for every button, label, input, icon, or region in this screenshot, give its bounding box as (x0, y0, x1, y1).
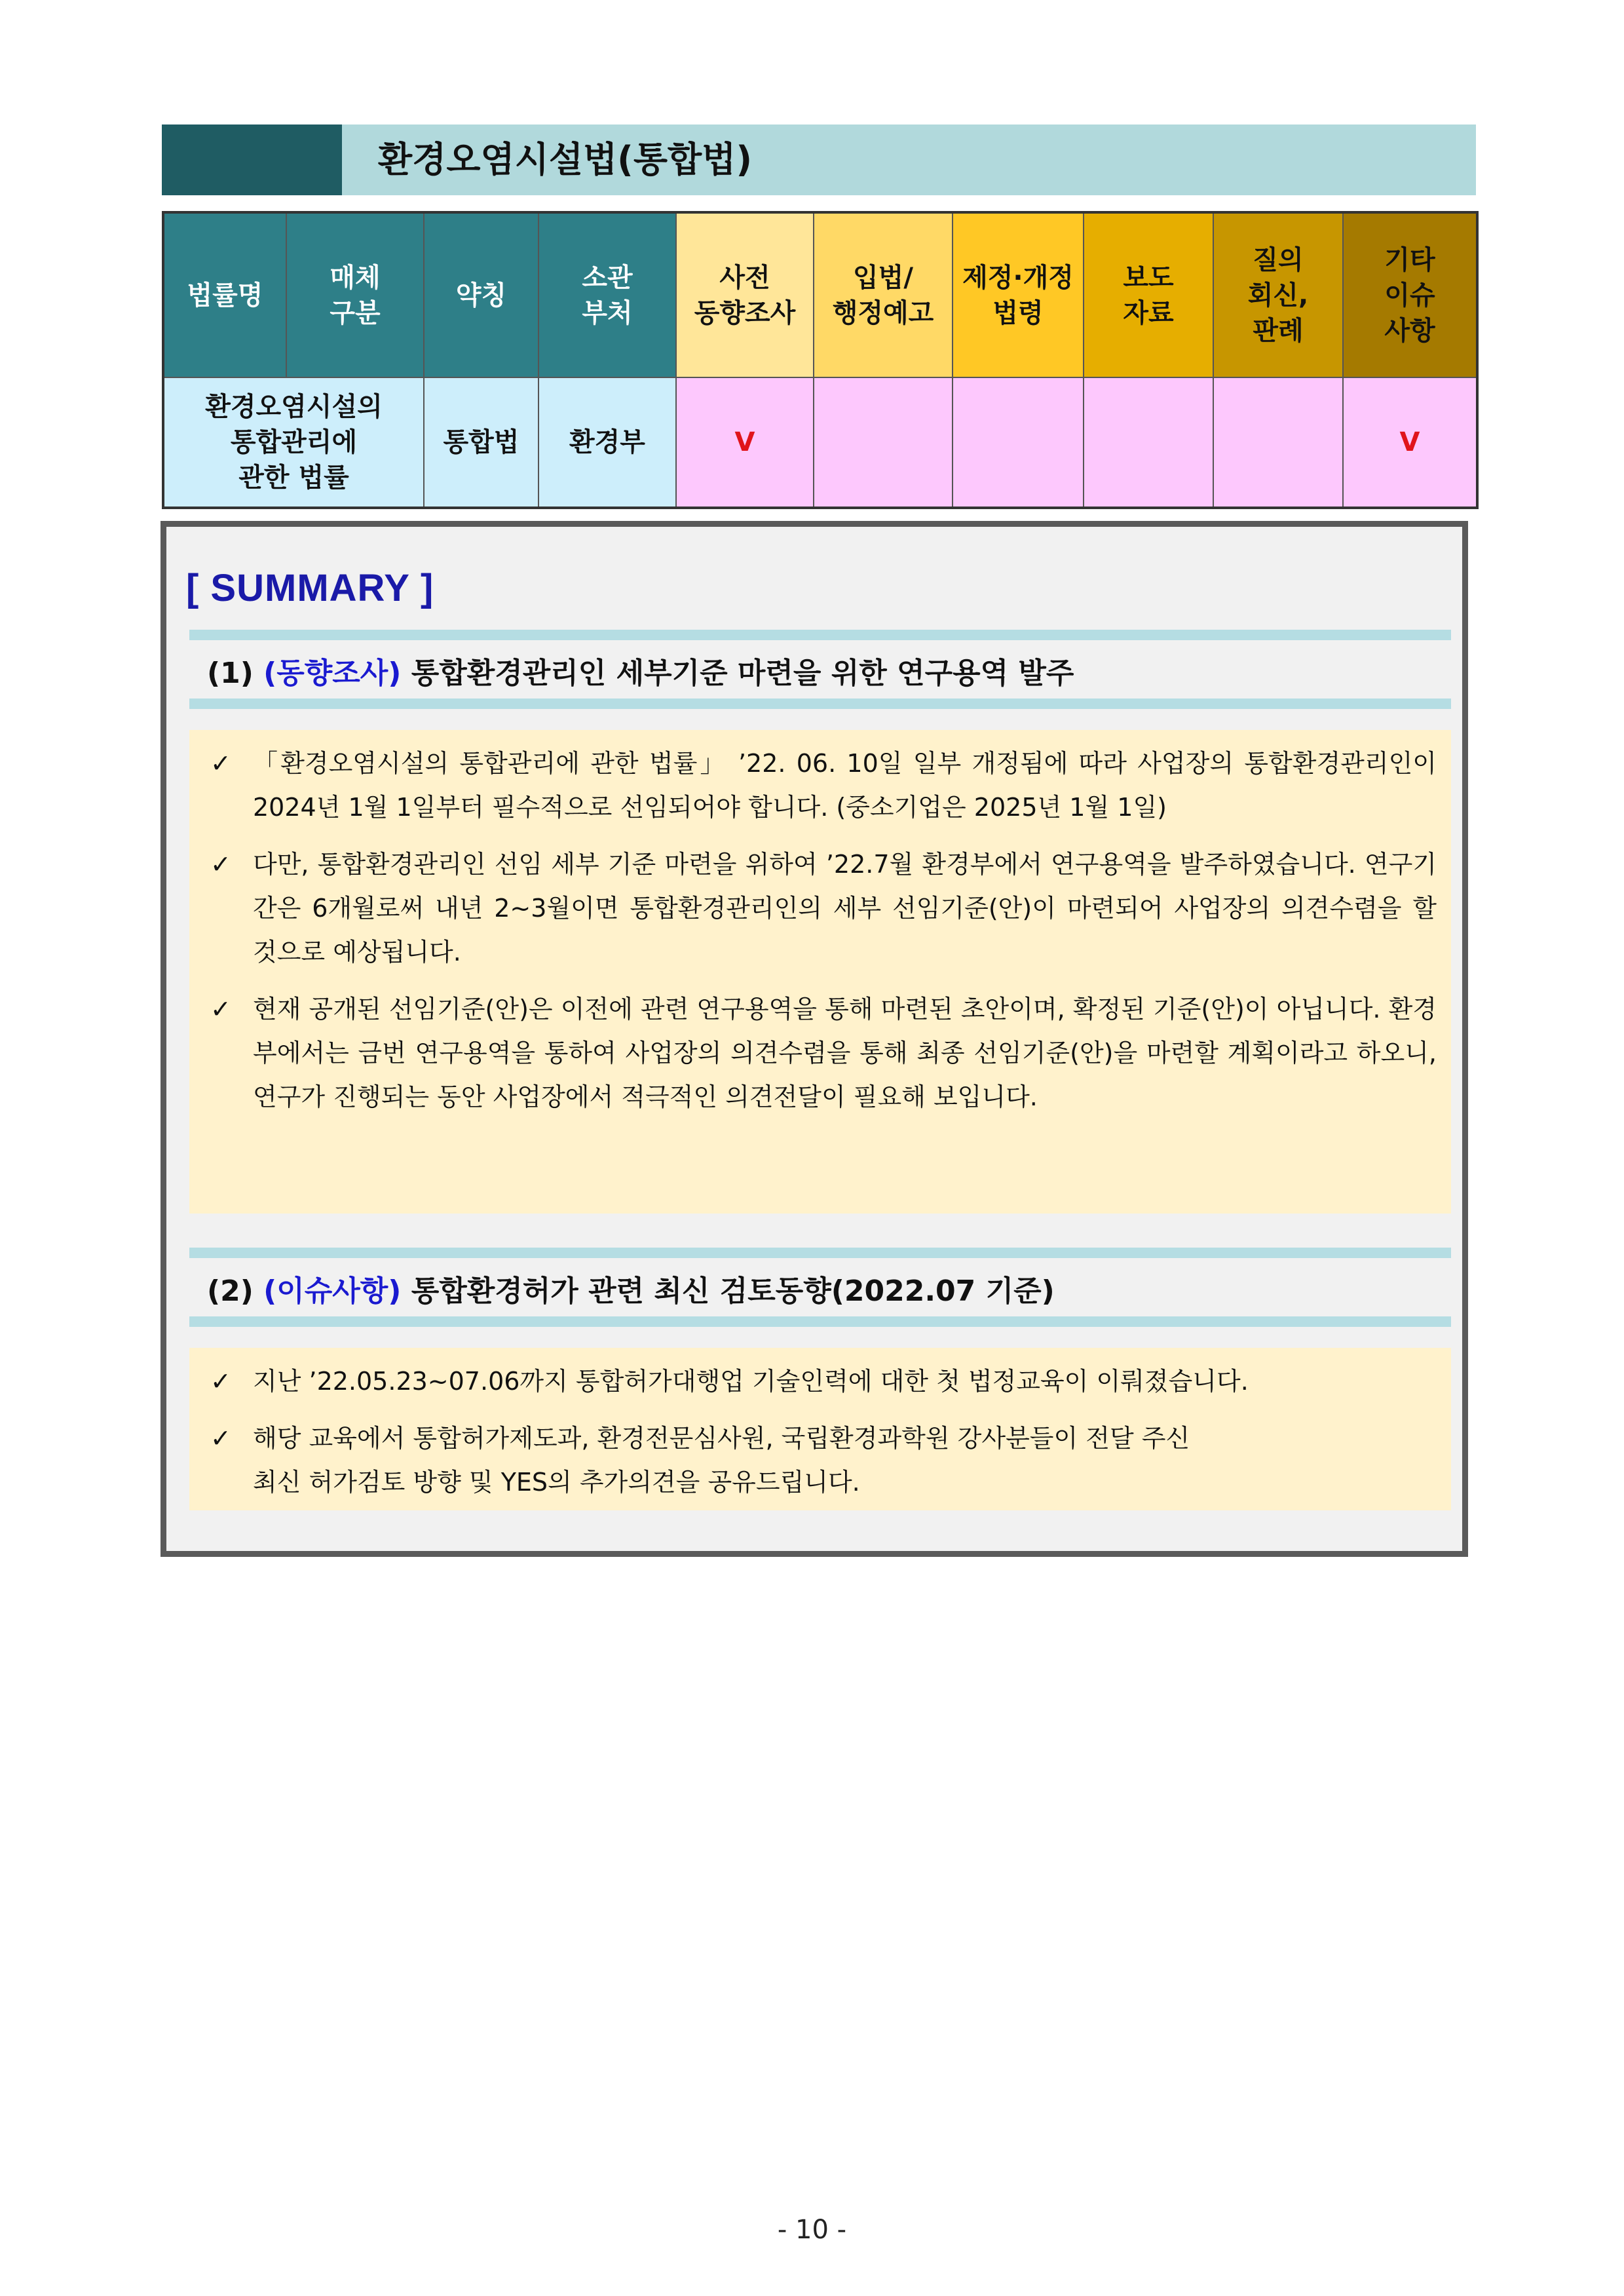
cell-mark-pre-survey: V (676, 377, 814, 508)
list-item: ✓ 지난 ’22.05.23~07.06까지 통합허가대행업 기술인력에 대한 첫 법정교육이 이뤄졌습니다. (204, 1360, 1437, 1404)
cell-law-name: 환경오염시설의 통합관리에 관한 법률 (163, 377, 424, 508)
cell-mark-legislative-notice (814, 377, 953, 508)
list-item: ✓ 현재 공개된 선임기준(안)은 이전에 관련 연구용역을 통해 마련된 초안이며, 확정된 기준(안)이 아닙니다. 환경부에서는 금번 연구용역을 통하여 사업장의 의견수렴을 통해 최종 선임기준(안)을 마련할 계획이라고 하오니, 연구가 진행되는 동안 사업장에서 적극적인 의견전달이 필요해 보입니다. (204, 987, 1437, 1119)
cell-mark-other-issues: V (1343, 377, 1477, 508)
table-row (163, 377, 1477, 508)
header-enactment-revision: 제정·개정 법령 (953, 212, 1084, 377)
section-2-bullets (189, 1348, 1451, 1510)
section-heading-1: (1) (동향조사) 통합환경관리인 세부기준 마련을 위한 연구용역 발주 (207, 657, 1074, 690)
table-header-row (163, 212, 1477, 377)
section-divider (189, 1316, 1451, 1327)
title-accent-block (162, 124, 342, 195)
check-icon: ✓ (210, 850, 231, 879)
header-media-type: 매체 구분 (286, 212, 424, 377)
header-law-name: 법률명 (163, 212, 286, 377)
section-divider (189, 630, 1451, 640)
section-divider (189, 1248, 1451, 1258)
check-icon: ✓ (210, 995, 231, 1024)
cell-mark-inquiry-precedent (1213, 377, 1343, 508)
title-bar (162, 124, 1476, 195)
list-item: ✓ 다만, 통합환경관리인 선임 세부 기준 마련을 위하여 ’22.7월 환경부에서 연구용역을 발주하였습니다. 연구기간은 6개월로써 내년 2~3월이면 통합환경관리인의 세부 선임기준(안)이 마련되어 사업장의 의견수렴을 할 것으로 예상됩니다. (204, 843, 1437, 974)
header-pre-survey: 사전 동향조사 (676, 212, 814, 377)
header-press-release: 보도 자료 (1084, 212, 1213, 377)
section-divider (189, 698, 1451, 709)
cell-mark-press-release (1084, 377, 1213, 508)
header-inquiry-precedent: 질의 회신, 판례 (1213, 212, 1343, 377)
check-icon: ✓ (210, 749, 231, 778)
header-short-name: 약칭 (424, 212, 538, 377)
header-legislative-notice: 입법/ 행정예고 (814, 212, 953, 377)
cell-ministry: 환경부 (538, 377, 676, 508)
check-icon: ✓ (210, 1367, 231, 1396)
list-item: ✓ 해당 교육에서 통합허가제도과, 환경전문심사원, 국립환경과학원 강사분들이 전달 주신 최신 허가검토 방향 및 YES의 추가의견을 공유드립니다. (204, 1417, 1437, 1504)
summary-box (161, 521, 1468, 1557)
page-number: - 10 - (777, 2215, 847, 2245)
cell-short-name: 통합법 (424, 377, 538, 508)
page-title: 환경오염시설법(통합법) (378, 139, 752, 180)
check-icon: ✓ (210, 1424, 231, 1453)
header-ministry: 소관 부처 (538, 212, 676, 377)
section-heading-2: (2) (이슈사항) 통합환경허가 관련 최신 검토동향(2022.07 기준) (207, 1274, 1055, 1308)
header-other-issues: 기타 이슈 사항 (1343, 212, 1477, 377)
section-1-bullets (189, 730, 1451, 1214)
law-status-table (162, 211, 1479, 509)
summary-title: [ SUMMARY ] (186, 567, 434, 609)
list-item: ✓ 「환경오염시설의 통합관리에 관한 법률」 ’22. 06. 10일 일부 개정됨에 따라 사업장의 통합환경관리인이 2024년 1월 1일부터 필수적으로 선임되어야 합니다. (중소기업은 2025년 1월 1일) (204, 742, 1437, 830)
cell-mark-enactment-revision (953, 377, 1084, 508)
